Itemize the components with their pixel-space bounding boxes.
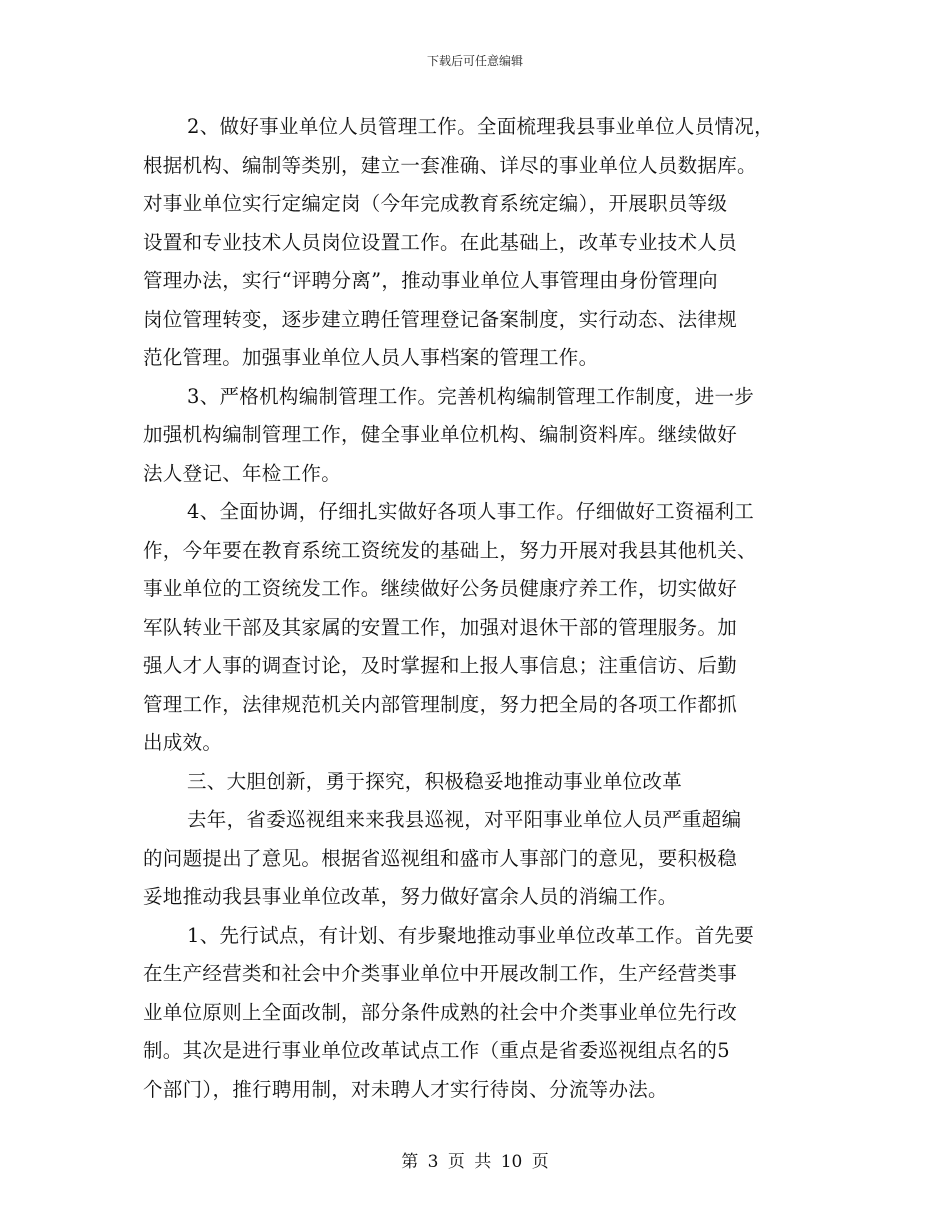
body-line: 出成效。	[143, 731, 223, 754]
body-line: 军队转业干部及其家属的安置工作，加强对退休干部的管理服务。加	[143, 615, 738, 639]
body-line: 加强机构编制管理工作，健全事业单位机构、编制资料库。继续做好	[143, 423, 738, 446]
body-line: 3、严格机构编制管理工作。完善机构编制管理工作制度，进一步	[187, 384, 755, 408]
body-line: 事业单位的工资统发工作。继续做好公务员健康疗养工作，切实做好	[143, 577, 738, 600]
body-line: 法人登记、年检工作。	[143, 461, 342, 485]
body-line: 三、大胆创新，勇于探究，积极稳妥地推动事业单位改革	[187, 769, 683, 793]
page-footer: 第 3 页 共 10 页	[401, 1152, 549, 1172]
body-line: 业单位原则上全面改制，部分条件成熟的社会中介类事业单位先行改	[143, 1000, 738, 1024]
body-line: 岗位管理转变，逐步建立聘任管理登记备案制度，实行动态、法律规	[143, 307, 738, 331]
body-line: 个部门），推行聘用制，对未聘人才实行待岗、分流等办法。	[143, 1077, 668, 1101]
body-line: 根据机构、编制等类别，建立一套准确、详尽的事业单位人员数据库。	[143, 153, 757, 177]
document-body	[143, 108, 823, 1109]
body-line: 去年，省委巡视组来来我县巡视，对平阳事业单位人员严重超编	[187, 808, 742, 831]
body-line: 管理办法，实行“评聘分离”，推动事业单位人事管理由身份管理向	[143, 269, 718, 292]
body-line: 妥地推动我县事业单位改革，努力做好富余人员的消编工作。	[143, 885, 678, 908]
body-line: 在生产经营类和社会中介类事业单位中开展改制工作，生产经营类事	[143, 962, 738, 985]
page-header: 下载后可任意编辑	[426, 54, 523, 68]
body-line: 的问题提出了意见。根据省巡视组和盛市人事部门的意见，要积极稳	[143, 846, 738, 870]
body-line: 2、做好事业单位人员管理工作。全面梳理我县事业单位人员情况，	[187, 115, 774, 138]
body-line: 制。其次是进行事业单位改革试点工作（重点是省委巡视组点名的5	[143, 1039, 730, 1062]
body-line: 作，今年要在教育系统工资统发的基础上，努力开展对我县其他机关、	[143, 538, 757, 562]
body-line: 设置和专业技术人员岗位设置工作。在此基础上，改革专业技术人员	[143, 230, 738, 254]
body-line: 1、先行试点，有计划、有步聚地推动事业单位改革工作。首先要	[187, 923, 755, 947]
body-line: 范化管理。加强事业单位人员人事档案的管理工作。	[143, 346, 599, 369]
body-line: 管理工作，法律规范机关内部管理制度，努力把全局的各项工作都抓	[143, 692, 738, 716]
body-line: 4、全面协调，仔细扎实做好各项人事工作。仔细做好工资福利工	[187, 500, 755, 523]
body-line: 强人才人事的调查讨论，及时掌握和上报人事信息；注重信访、后勤	[143, 654, 738, 677]
body-line: 对事业单位实行定编定岗（今年完成教育系统定编），开展职员等级	[143, 192, 728, 215]
